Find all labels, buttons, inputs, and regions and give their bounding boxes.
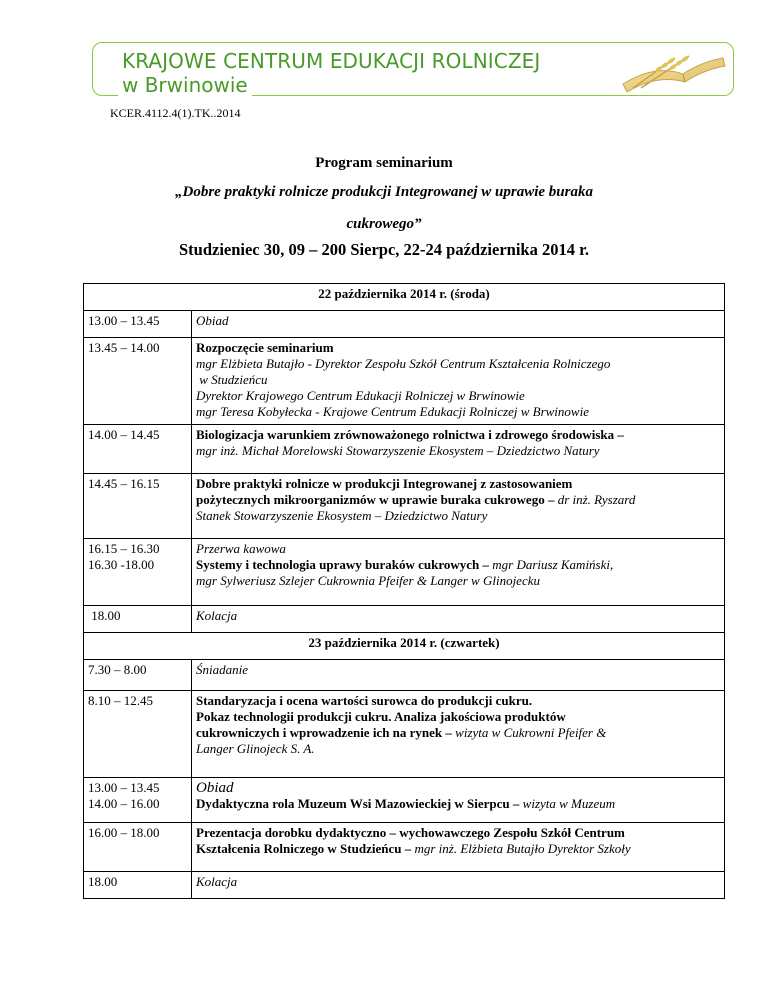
table-row (84, 338, 725, 425)
session-title: Pokaz technologii produkcji cukru. Analiza jakościowa produktów (196, 709, 566, 724)
table-row (84, 823, 725, 872)
time-cell: 13.45 – 14.00 (84, 338, 192, 425)
session-title: Rozpoczęcie seminarium (196, 340, 334, 355)
document-reference: KCER.4112.4(1).TK..2014 (110, 106, 241, 120)
wheat-book-emblem (605, 44, 733, 96)
day-header-row (84, 633, 725, 660)
session-cell: Obiad (192, 311, 725, 338)
time-cell: 18.00 (84, 872, 192, 899)
time-value: 16.30 -18.00 (88, 557, 155, 572)
session-title: Dydaktyczna rola Muzeum Wsi Mazowieckiej w Sierpcu – (196, 796, 520, 811)
table-row (84, 474, 725, 539)
table-row (84, 660, 725, 691)
lunch-label: Obiad (196, 780, 234, 796)
time-cell: 8.10 – 12.45 (84, 691, 192, 778)
table-row (84, 539, 725, 606)
speaker-line: mgr Sylweriusz Szlejer Cukrownia Pfeifer & Langer w Glinojecku (196, 573, 540, 588)
session-title: cukrowniczych i wprowadzenie ich na rynek – (196, 725, 452, 740)
seminar-subject-line1: „Dobre praktyki rolnicze produkcji Integrowanej w uprawie buraka (175, 184, 593, 200)
seminar-place-date: Studzieniec 30, 09 – 200 Sierpc, 22-24 października 2014 r. (178, 240, 590, 259)
session-title: pożytecznych mikroorganizmów w uprawie buraka cukrowego – (196, 492, 555, 507)
table-row (84, 606, 725, 633)
table-row (84, 691, 725, 778)
speaker-line: mgr Teresa Kobyłecka - Krajowe Centrum Edukacji Rolniczej w Brwinowie (196, 404, 589, 419)
speaker-line: mgr inż. Elżbieta Butajło Dyrektor Szkoły (411, 841, 631, 856)
table-row (84, 872, 725, 899)
session-title: Systemy i technologia uprawy buraków cukrowych – (196, 557, 490, 572)
session-cell (192, 778, 725, 823)
speaker-line: Langer Glinojeck S. A. (196, 741, 315, 756)
break-label: Przerwa kawowa (196, 541, 286, 556)
day-header-row (84, 284, 725, 311)
day-header: 23 października 2014 r. (czwartek) (84, 633, 725, 660)
session-cell (192, 691, 725, 778)
time-cell: 13.00 – 13.45 (84, 311, 192, 338)
time-value: 13.00 – 13.45 (88, 780, 160, 795)
session-cell (192, 474, 725, 539)
speaker-line: Dyrektor Krajowego Centrum Edukacji Rolniczej w Brwinowie (196, 388, 525, 403)
page-title: Program seminarium (315, 155, 453, 171)
speaker-line: wizyta w Muzeum (519, 796, 616, 811)
session-cell (192, 539, 725, 606)
session-cell: Kolacja (192, 872, 725, 899)
table-row (84, 311, 725, 338)
session-cell (192, 338, 725, 425)
time-cell: 16.00 – 18.00 (84, 823, 192, 872)
speaker-line: dr inż. Ryszard (554, 492, 636, 507)
time-cell: 14.45 – 16.15 (84, 474, 192, 539)
time-cell (84, 539, 192, 606)
time-cell: 7.30 – 8.00 (84, 660, 192, 691)
day-header: 22 października 2014 r. (środa) (84, 284, 725, 311)
org-name-line1: KRAJOWE CENTRUM EDUKACJI ROLNICZEJ (122, 49, 541, 73)
time-cell: 18.00 (84, 606, 192, 633)
time-cell: 14.00 – 14.45 (84, 425, 192, 474)
time-value: 16.15 – 16.30 (88, 541, 160, 556)
speaker-line: w Studzieńcu (196, 372, 268, 387)
speaker-line: mgr Elżbieta Butajło - Dyrektor Zespołu Szkół Centrum Kształcenia Rolniczego (196, 356, 611, 371)
session-cell (192, 425, 725, 474)
org-name-line2: w Brwinowie (118, 73, 252, 97)
session-cell: Kolacja (192, 606, 725, 633)
session-title: Biologizacja warunkiem zrównoważonego rolnictwa i zdrowego środowiska – (196, 427, 624, 442)
session-title: Kształcenia Rolniczego w Studzieńcu – (196, 841, 412, 856)
speaker-line: mgr Dariusz Kamiński, (489, 557, 614, 572)
time-value: 14.00 – 16.00 (88, 796, 160, 811)
table-row (84, 425, 725, 474)
session-title: Prezentacja dorobku dydaktyczno – wychowawczego Zespołu Szkół Centrum (196, 825, 625, 840)
session-title: Dobre praktyki rolnicze w produkcji Integrowanej z zastosowaniem (196, 476, 573, 491)
session-title: Standaryzacja i ocena wartości surowca do produkcji cukru. (196, 693, 533, 708)
speaker-line: Stanek Stowarzyszenie Ekosystem – Dziedzictwo Natury (196, 508, 488, 523)
speaker-line: wizyta w Cukrowni Pfeifer & (451, 725, 607, 740)
schedule-table (83, 283, 725, 899)
time-cell (84, 778, 192, 823)
table-row (84, 778, 725, 823)
session-cell (192, 823, 725, 872)
speaker-line: mgr inż. Michał Morelowski Stowarzyszenie Ekosystem – Dziedzictwo Natury (196, 443, 600, 458)
seminar-subject-line2: cukrowego” (346, 216, 422, 232)
session-cell: Śniadanie (192, 660, 725, 691)
